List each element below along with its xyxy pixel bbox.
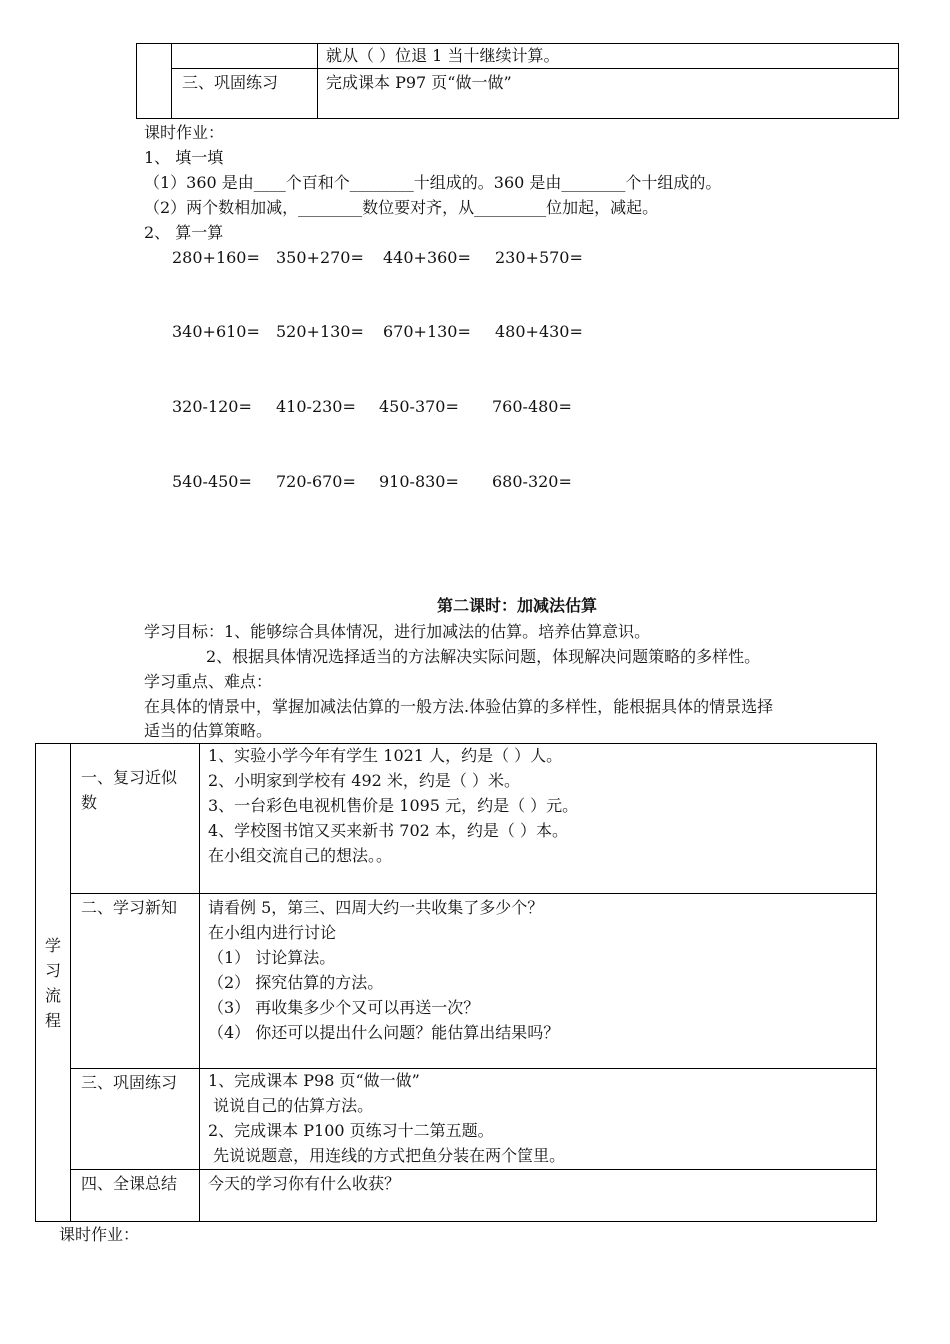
practice-line: 2、完成课本 P100 页练习十二第五题。	[208, 1121, 494, 1140]
calc-item: 320-120=	[172, 397, 252, 416]
homework-heading-2: 课时作业：	[59, 1225, 140, 1244]
question-1-item-1: （1）360 是由____个百和个________十组成的。360 是由________个十组成的。	[144, 173, 722, 192]
practice-line: 说说自己的估算方法。	[208, 1096, 374, 1115]
section-summary-label: 四、全课总结	[81, 1174, 178, 1193]
top-table-row2-text: 完成课本 P97 页“做一做”	[326, 73, 512, 92]
calc-item: 230+570=	[495, 248, 583, 267]
calc-item: 720-670=	[276, 472, 356, 491]
homework-heading: 课时作业：	[144, 123, 225, 142]
calc-item: 480+430=	[495, 322, 583, 341]
section-new-knowledge-content	[200, 894, 877, 1069]
section-review-label-1: 一、复习近似	[81, 768, 178, 787]
top-table-section-label: 三、巩固练习	[182, 73, 279, 92]
question-1-title: 1、 填一填	[144, 148, 224, 167]
practice-line: 1、完成课本 P98 页“做一做”	[208, 1071, 420, 1090]
top-table-content-cell	[318, 44, 899, 69]
calc-item: 760-480=	[492, 397, 572, 416]
flow-side-char: 学	[44, 935, 61, 955]
lesson-title: 第二课时：加减法估算	[437, 596, 598, 615]
question-2-title: 2、 算一算	[144, 223, 224, 242]
flow-side-label	[36, 744, 71, 1222]
section-review-content	[200, 744, 877, 894]
section-practice-content	[200, 1069, 877, 1170]
section-review-cell	[71, 744, 200, 894]
summary-line: 今天的学习你有什么收获？	[208, 1174, 401, 1193]
section-practice-label: 三、巩固练习	[81, 1073, 178, 1092]
section-practice-cell	[71, 1069, 200, 1170]
top-table-side-cell	[137, 44, 172, 119]
calc-item: 680-320=	[492, 472, 572, 491]
calc-item: 450-370=	[379, 397, 459, 416]
review-line: 在小组交流自己的想法。。	[208, 846, 393, 865]
learning-flow-table	[35, 743, 877, 1222]
new-knowledge-line: （1） 讨论算法。	[208, 948, 336, 967]
flow-side-char: 习	[44, 960, 61, 980]
calc-item: 410-230=	[276, 397, 356, 416]
calc-item: 520+130=	[276, 322, 364, 341]
question-1-item-2: （2）两个数相加减，________数位要对齐，从_________位加起，减起。	[144, 198, 659, 217]
new-knowledge-line: 请看例 5，第三、四周大约一共收集了多少个？	[208, 898, 544, 917]
new-knowledge-line: （3） 再收集多少个又可以再送一次？	[208, 998, 480, 1017]
new-knowledge-line: （2） 探究估算的方法。	[208, 973, 384, 992]
review-line: 1、实验小学今年有学生 1021 人，约是（ ）人。	[208, 746, 563, 765]
top-table-section-cell	[172, 69, 318, 119]
section-review-label-2: 数	[81, 793, 98, 812]
learning-goal-1: 学习目标：1、能够综合具体情况，进行加减法的估算。培养估算意识。	[144, 622, 651, 641]
review-line: 3、一台彩色电视机售价是 1095 元，约是（ ）元。	[208, 796, 579, 815]
flow-side-char: 流	[44, 985, 61, 1005]
practice-line: 先说说题意，用连线的方式把鱼分装在两个筐里。	[208, 1146, 566, 1165]
learning-goal-2: 2、根据具体情况选择适当的方法解决实际问题，体现解决问题策略的多样性。	[206, 647, 761, 666]
top-table	[136, 43, 899, 119]
calc-item: 540-450=	[172, 472, 252, 491]
new-knowledge-line: （4） 你还可以提出什么问题？能估算出结果吗？	[208, 1023, 560, 1042]
section-new-knowledge-label: 二、学习新知	[81, 898, 178, 917]
calc-item: 910-830=	[379, 472, 459, 491]
review-line: 4、学校图书馆又买来新书 702 本，约是（ ）本。	[208, 821, 568, 840]
key-points-text-2: 适当的估算策略。	[144, 721, 273, 740]
flow-side-char: 程	[44, 1010, 61, 1030]
top-table-section-cell-empty	[172, 44, 318, 69]
top-table-content-cell-2	[318, 69, 899, 119]
section-summary-content	[200, 1170, 877, 1222]
calc-item: 440+360=	[383, 248, 471, 267]
calc-item: 350+270=	[276, 248, 364, 267]
section-summary-cell	[71, 1170, 200, 1222]
calc-item: 280+160=	[172, 248, 260, 267]
calc-item: 670+130=	[383, 322, 471, 341]
key-points-heading: 学习重点、难点：	[144, 672, 273, 691]
review-line: 2、小明家到学校有 492 米，约是（ ）米。	[208, 771, 520, 790]
top-table-row1-text: 就从（ ）位退 1 当十继续计算。	[326, 46, 560, 65]
new-knowledge-line: 在小组内进行讨论	[208, 923, 337, 942]
calc-item: 340+610=	[172, 322, 260, 341]
key-points-text-1: 在具体的情景中，掌握加减法估算的一般方法.体验估算的多样性，能根据具体的情景选择	[144, 697, 774, 716]
section-new-knowledge-cell	[71, 894, 200, 1069]
